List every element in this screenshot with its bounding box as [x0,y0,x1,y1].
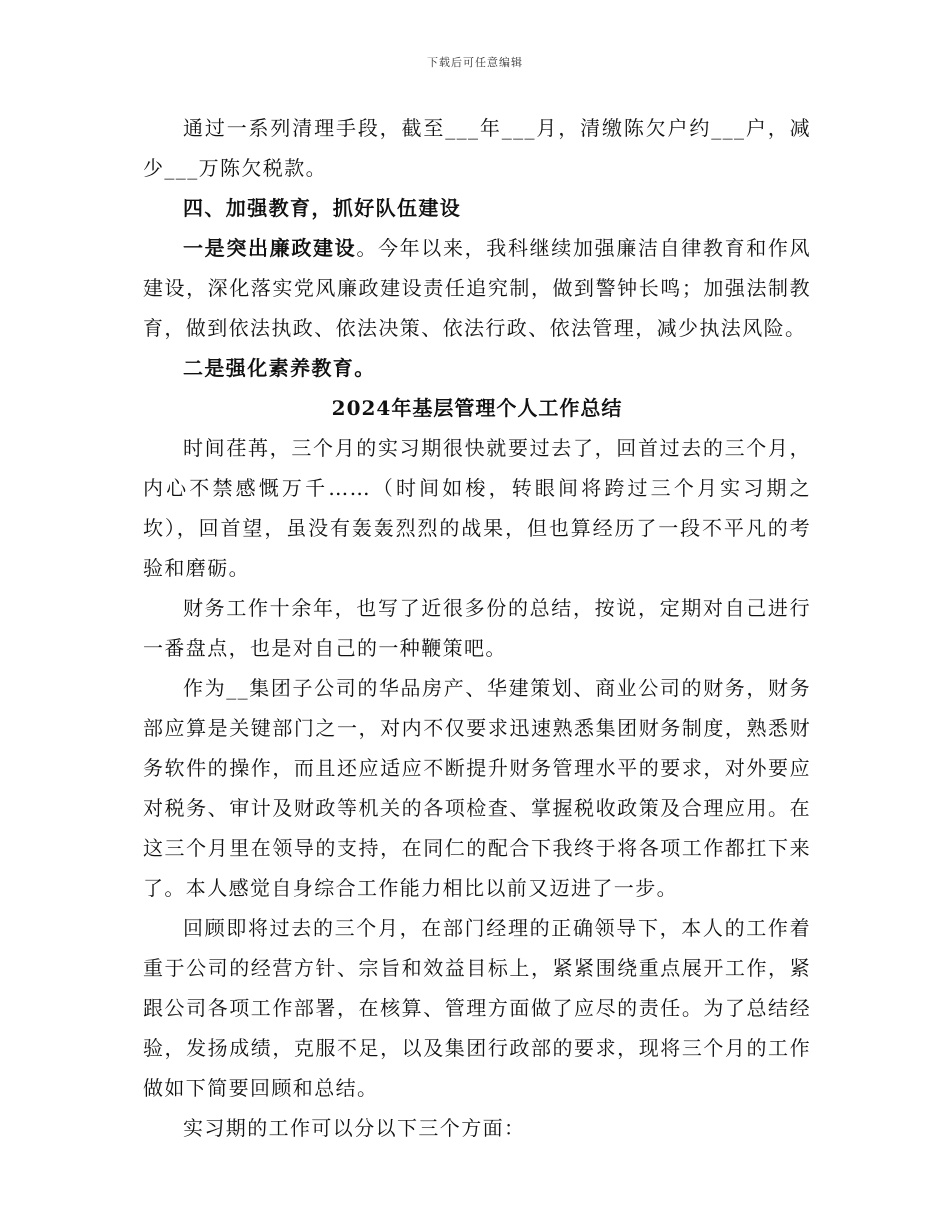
paragraph-quality-education: 二是强化素养教育。 [183,356,376,380]
paragraph-review: 回顾即将过去的三个月，在部门经理的正确领导下，本人的工作着重于公司的经营方针、宗旨和效益目标上，紧紧围绕重点展开工作，紧跟公司各项工作部署，在核算、管理方面做了应尽的责任。为了总结经验，发扬成绩，克服不足，以及集团行政部的要求，现将三个月的工作做如下简要回顾和总结。 [143,916,811,1100]
paragraph-integrity-lead: 一是突出廉政建设 [183,236,357,260]
paragraph-three-aspects: 实习期的工作可以分以下三个方面： [183,1116,526,1140]
document-body [143,108,811,1148]
paragraph-integrity [143,228,811,348]
paragraph-intro: 时间荏苒，三个月的实习期很快就要过去了，回首过去的三个月，内心不禁感慨万千……（时间如梭，转眼间将跨过三个月实习期之坎），回首望，虽没有轰轰烈烈的战果，但也算经历了一段不平凡的考验和磨砺。 [143,436,811,580]
section-heading-4: 四、加强教育，抓好队伍建设 [183,196,462,220]
paragraph-finance-role: 作为__集团子公司的华品房产、华建策划、商业公司的财务，财务部应算是关键部门之一，对内不仅要求迅速熟悉集团财务制度，熟悉财务软件的操作，而且还应适应不断提升财务管理水平的要求，对外要应对税务、审计及财政等机关的各项检查、掌握税收政策及合理应用。在这三个月里在领导的支持，在同仁的配合下我终于将各项工作都扛下来了。本人感觉自身综合工作能力相比以前又迈进了一步。 [143,676,811,900]
header-note: 下载后可任意编辑 [427,56,523,69]
paragraph-integrity-text: 。今年以来，我科继续加强廉洁自律教育和作风建设，深化落实党风廉政建设责任追究制，做到警钟长鸣；加强法制教育，做到依法执政、依法决策、依法行政、依法管理，减少执法风险。 [143,236,811,340]
document-title: 2024年基层管理个人工作总结 [331,396,623,420]
paragraph-finance-years: 财务工作十余年，也写了近很多份的总结，按说，定期对自己进行一番盘点，也是对自己的一种鞭策吧。 [143,596,811,660]
paragraph-cleanup: 通过一系列清理手段，截至___年___月，清缴陈欠户约___户，减少___万陈欠税款。 [143,116,811,180]
